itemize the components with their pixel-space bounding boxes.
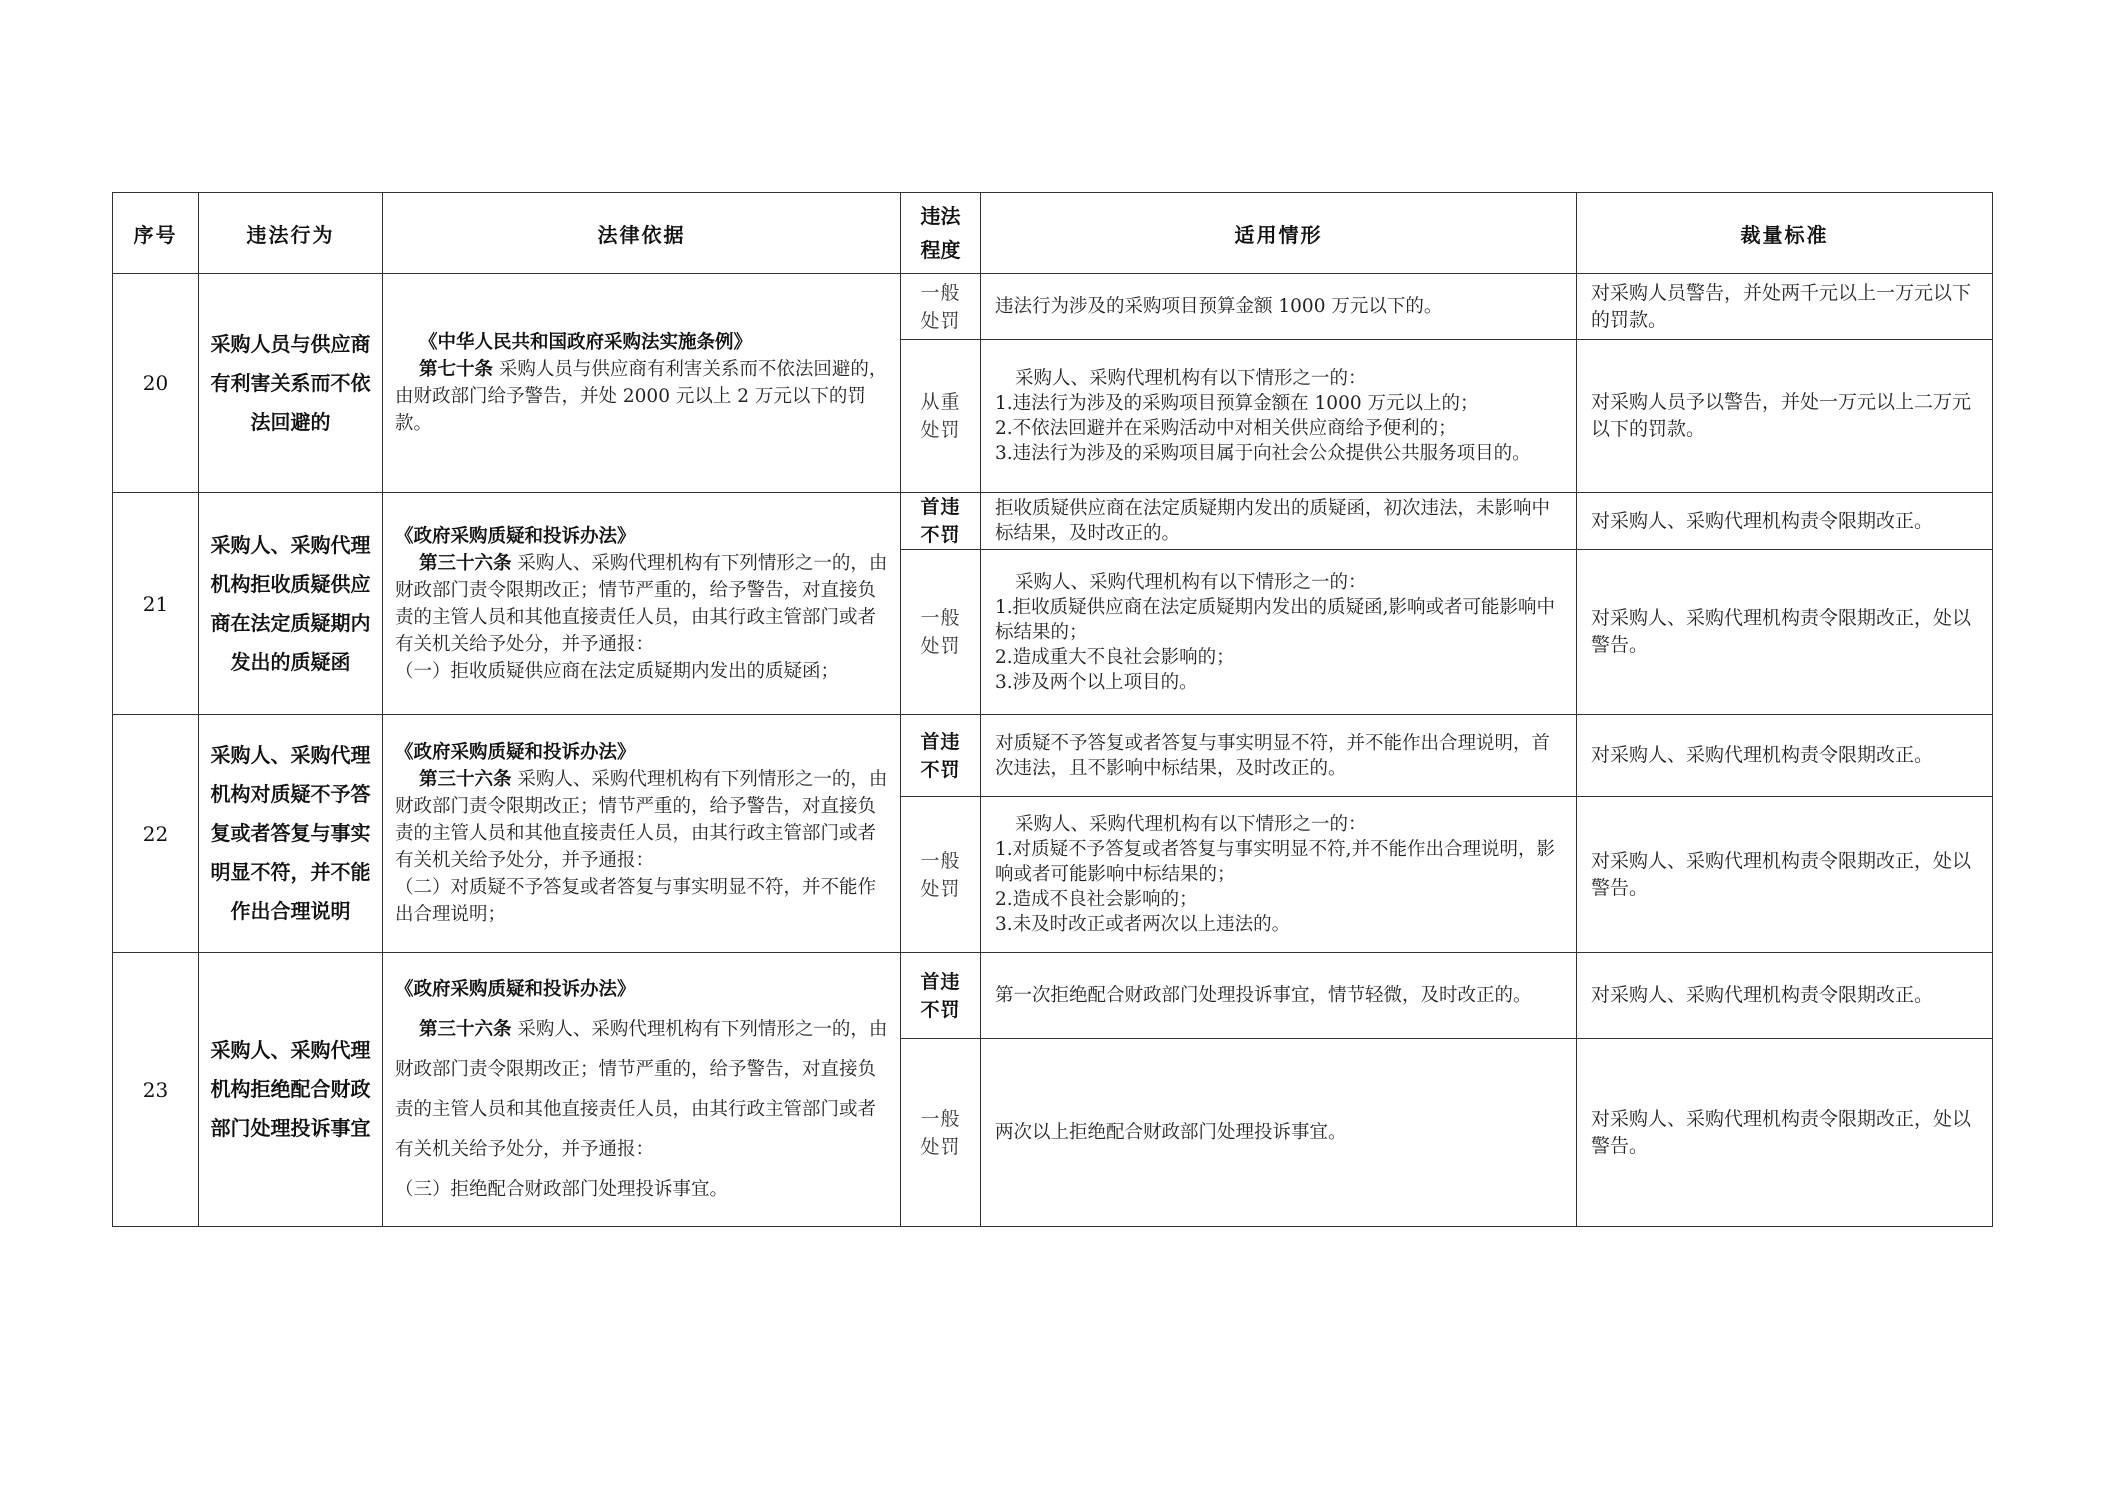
article-number: 第三十六条: [419, 769, 512, 790]
degree-cell: [901, 953, 981, 1039]
article-number: 第三十六条: [419, 552, 512, 574]
row-violation: 采购人、采购代理机构拒绝配合财政部门处理投诉事宜: [199, 953, 383, 1227]
row-legal-basis: [383, 274, 901, 493]
standard-cell: 对采购人、采购代理机构责令限期改正，处以警告。: [1577, 797, 1993, 953]
law-title: 《中华人民共和国政府采购法实施条例》: [419, 332, 753, 353]
situation-cell: [981, 1039, 1577, 1227]
law-article-text: [395, 550, 888, 658]
article-body: 采购人员与供应商有利害关系而不依法回避的，由财政部门给予警告，并处 2000 元以上 2 万元以下的罚款。: [395, 359, 888, 434]
situation-cell: [981, 493, 1577, 550]
situation-line: 采购人、采购代理机构有以下情形之一的：: [1015, 571, 1367, 593]
degree-line1: 一般: [920, 849, 961, 872]
row-seq: 21: [113, 493, 199, 715]
degree-line1: 首违: [920, 970, 961, 993]
row-legal-basis: [383, 953, 901, 1227]
row-violation: 采购人员与供应商有利害关系而不依法回避的: [199, 274, 383, 493]
table-row: [113, 953, 1993, 1039]
standard-cell: 对采购人、采购代理机构责令限期改正。: [1577, 493, 1993, 550]
table-row: [113, 493, 1993, 550]
article-body: 采购人、采购代理机构有下列情形之一的，由财政部门责令限期改正；情节严重的，给予警告，对直接负责的主管人员和其他直接责任人员，由其行政主管部门或者有关机关给予处分，并予通报：: [395, 1018, 888, 1160]
row-violation: 采购人、采购代理机构对质疑不予答复或者答复与事实明显不符，并不能作出合理说明: [199, 715, 383, 953]
law-article-item: （三）拒绝配合财政部门处理投诉事宜。: [395, 1178, 729, 1200]
situation-line: 1.对质疑不予答复或者答复与事实明显不符,并不能作出合理说明，影响或者可能影响中标结果的；: [995, 839, 1556, 885]
situation-line: 拒收质疑供应商在法定质疑期内发出的质疑函，初次违法，未影响中标结果，及时改正的。: [995, 498, 1551, 544]
standard-cell: 对采购人、采购代理机构责令限期改正，处以警告。: [1577, 550, 1993, 715]
situation-line: 1.拒收质疑供应商在法定质疑期内发出的质疑函,影响或者可能影响中标结果的；: [995, 596, 1556, 643]
law-title: 《政府采购质疑和投诉办法》: [395, 742, 636, 763]
degree-cell: [901, 550, 981, 715]
situation-line: 采购人、采购代理机构有以下情形之一的：: [1015, 814, 1367, 835]
degree-line1: 一般: [920, 281, 961, 304]
row-legal-basis: [383, 715, 901, 953]
row-legal-basis: [383, 493, 901, 715]
row-seq: 20: [113, 274, 199, 493]
situation-line: 2.造成重大不良社会影响的；: [995, 646, 1235, 668]
degree-line1: 从重: [920, 391, 961, 413]
row-violation: 采购人、采购代理机构拒收质疑供应商在法定质疑期内发出的质疑函: [199, 493, 383, 715]
row-seq: 22: [113, 715, 199, 953]
degree-line2: 不罚: [920, 758, 961, 781]
law-article-text: [395, 1010, 888, 1170]
degree-cell: [901, 797, 981, 953]
table-row: [113, 274, 1993, 340]
situation-line: 1.违法行为涉及的采购项目预算金额在 1000 万元以上的；: [995, 393, 1479, 414]
situation-line: 3.违法行为涉及的采购项目属于向社会公众提供公共服务项目的。: [995, 443, 1531, 464]
degree-line2: 处罚: [920, 309, 961, 332]
degree-cell: [901, 715, 981, 797]
standard-cell: 对采购人、采购代理机构责令限期改正，处以警告。: [1577, 1039, 1993, 1227]
degree-cell: [901, 340, 981, 493]
degree-cell: [901, 1039, 981, 1227]
row-seq: 23: [113, 953, 199, 1227]
header-basis: 法律依据: [383, 193, 901, 274]
header-violation: 违法行为: [199, 193, 383, 274]
degree-cell: [901, 493, 981, 550]
standard-cell: 对采购人、采购代理机构责令限期改正。: [1577, 953, 1993, 1039]
degree-line2: 不罚: [920, 998, 961, 1021]
degree-line1: 首违: [920, 496, 961, 518]
table-row: [113, 715, 1993, 797]
situation-line: 两次以上拒绝配合财政部门处理投诉事宜。: [995, 1122, 1347, 1143]
law-article-text: [395, 766, 888, 874]
situation-line: 2.不依法回避并在采购活动中对相关供应商给予便利的；: [995, 418, 1457, 439]
table-header-row: [113, 193, 1993, 274]
degree-line2: 处罚: [920, 635, 961, 657]
degree-line2: 处罚: [920, 419, 961, 441]
standard-cell: 对采购人员予以警告，并处一万元以上二万元以下的罚款。: [1577, 340, 1993, 493]
degree-line1: 首违: [920, 730, 961, 753]
situation-line: 违法行为涉及的采购项目预算金额 1000 万元以下的。: [995, 296, 1443, 317]
header-degree-line2: 程度: [920, 238, 961, 262]
degree-line2: 处罚: [920, 877, 961, 900]
situation-line: 对质疑不予答复或者答复与事实明显不符，并不能作出合理说明，首次违法，且不影响中标结果，及时改正的。: [995, 732, 1551, 779]
article-number: 第三十六条: [419, 1018, 512, 1040]
header-situation: 适用情形: [981, 193, 1577, 274]
discretion-standard-table: [112, 192, 1993, 1227]
degree-line1: 一般: [920, 1107, 961, 1130]
law-article-item: （二）对质疑不予答复或者答复与事实明显不符，并不能作出合理说明；: [395, 877, 877, 925]
degree-line1: 一般: [920, 607, 961, 629]
situation-cell: [981, 550, 1577, 715]
situation-line: 第一次拒绝配合财政部门处理投诉事宜，情节轻微，及时改正的。: [995, 984, 1532, 1006]
situation-cell: [981, 340, 1577, 493]
header-standard: 裁量标准: [1577, 193, 1993, 274]
situation-line: 2.造成不良社会影响的；: [995, 889, 1198, 910]
situation-cell: [981, 797, 1577, 953]
article-body: 采购人、采购代理机构有下列情形之一的，由财政部门责令限期改正；情节严重的，给予警告，对直接负责的主管人员和其他直接责任人员，由其行政主管部门或者有关机关给予处分，并予通报：: [395, 552, 888, 655]
law-title: 《政府采购质疑和投诉办法》: [395, 978, 636, 1000]
header-seq: 序号: [113, 193, 199, 274]
degree-line2: 处罚: [920, 1135, 961, 1158]
situation-line: 3.涉及两个以上项目的。: [995, 671, 1198, 693]
situation-cell: [981, 274, 1577, 340]
situation-cell: [981, 953, 1577, 1039]
header-degree-line1: 违法: [920, 204, 961, 228]
law-article-item: （一）拒收质疑供应商在法定质疑期内发出的质疑函；: [395, 660, 840, 682]
situation-line: 采购人、采购代理机构有以下情形之一的：: [1015, 368, 1367, 389]
law-article-text: [395, 356, 888, 437]
degree-line2: 不罚: [920, 524, 961, 546]
situation-cell: [981, 715, 1577, 797]
standard-cell: 对采购人员警告，并处两千元以上一万元以下的罚款。: [1577, 274, 1993, 340]
article-number: 第七十条: [419, 359, 494, 380]
degree-cell: [901, 274, 981, 340]
article-body: 采购人、采购代理机构有下列情形之一的，由财政部门责令限期改正；情节严重的，给予警告，对直接负责的主管人员和其他直接责任人员，由其行政主管部门或者有关机关给予处分，并予通报：: [395, 769, 888, 871]
situation-line: 3.未及时改正或者两次以上违法的。: [995, 914, 1291, 935]
law-title: 《政府采购质疑和投诉办法》: [395, 525, 636, 547]
standard-cell: 对采购人、采购代理机构责令限期改正。: [1577, 715, 1993, 797]
header-degree: [901, 193, 981, 274]
